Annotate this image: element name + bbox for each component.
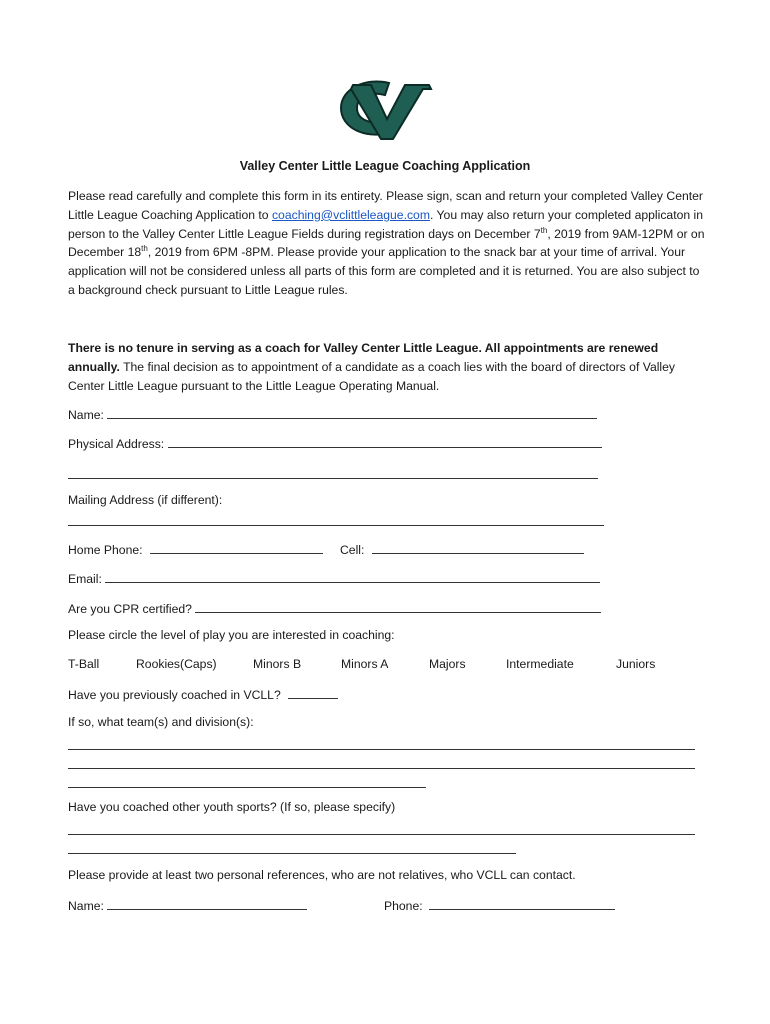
other-sports-label: Have you coached other youth sports? (If so, please specify) [68, 800, 396, 814]
email-row [68, 570, 600, 586]
level-option-juniors[interactable]: Juniors [616, 657, 656, 671]
home-phone-label: Home Phone: [68, 543, 143, 557]
team-division-label: If so, what team(s) and division(s): [68, 715, 254, 729]
team-division-line-2[interactable] [68, 768, 695, 769]
coaching-email-link[interactable]: coaching@vclittleleague.com [271, 207, 430, 222]
cell-row [340, 541, 584, 557]
page-title: Valley Center Little League Coaching Application [239, 159, 531, 173]
mailing-address-label: Mailing Address (if different): [68, 493, 223, 507]
references-label: Please provide at least two personal references, who are not relatives, who VCLL can contact. [68, 868, 576, 882]
physical-address-label: Physical Address: [68, 437, 165, 451]
home-phone-input-line[interactable] [150, 541, 323, 554]
vc-logo-icon [335, 73, 435, 143]
tenure-paragraph: There is no tenure in serving as a coach for Valley Center Little League. All appointments are renewed annually. The final decision as to appointment of a candidate as a coach lies with the board of directors of Valley Center Little League pursuant to the Little League Operating Manual. [68, 341, 676, 393]
physical-address-line-2[interactable] [68, 478, 598, 479]
level-option-intermediate[interactable]: Intermediate [506, 657, 574, 671]
reference-phone-input-line[interactable] [429, 897, 615, 910]
reference-name-label: Name: [68, 899, 104, 913]
previously-coached-label: Have you previously coached in VCLL? [68, 688, 281, 702]
cell-input-line[interactable] [372, 541, 584, 554]
cpr-label: Are you CPR certified? [68, 602, 192, 616]
cpr-input-line[interactable] [195, 600, 601, 613]
name-input-line[interactable] [107, 406, 597, 419]
name-field-row [68, 406, 597, 422]
name-label: Name: [68, 408, 104, 422]
previously-coached-input-line[interactable] [288, 686, 338, 699]
email-input-line[interactable] [105, 570, 600, 583]
circle-level-label: Please circle the level of play you are interested in coaching: [68, 628, 395, 642]
reference-name-input-line[interactable] [107, 897, 307, 910]
reference-phone-row [384, 897, 615, 913]
intro-paragraph: Please read carefully and complete this form in its entirety. Please sign, scan and return your completed Valley Center Little League Coaching Application to coaching@vclittleleague.com. You may also return your completed applicaton in person to the Valley Center Little League Fields during registration days on December 7th, 2019 from 9AM-12PM or on December 18th, 2019 from 6PM -8PM. Please provide your application to the snack bar at your time of arrival. Your application will not be considered unless all parts of this form are completed and it is returned. You are also subject to a background check pursuant to Little League rules. [68, 189, 705, 297]
email-label: Email: [68, 572, 102, 586]
level-option-minors-b[interactable]: Minors B [253, 657, 302, 671]
phone-row [68, 541, 323, 557]
cell-label: Cell: [340, 543, 365, 557]
team-division-line-1[interactable] [68, 749, 695, 750]
level-option-majors[interactable]: Majors [429, 657, 466, 671]
previously-coached-row [68, 686, 338, 702]
reference-name-row [68, 897, 307, 913]
physical-address-row [68, 435, 602, 451]
cpr-row [68, 600, 601, 616]
physical-address-input-line[interactable] [168, 435, 602, 448]
team-division-line-3[interactable] [68, 787, 426, 788]
level-option-minors-a[interactable]: Minors A [341, 657, 389, 671]
other-sports-line-2[interactable] [68, 853, 516, 854]
mailing-address-input-line[interactable] [68, 525, 604, 526]
level-option-tball[interactable]: T-Ball [68, 657, 100, 671]
level-option-rookies[interactable]: Rookies(Caps) [136, 657, 217, 671]
reference-phone-label: Phone: [384, 899, 423, 913]
other-sports-line-1[interactable] [68, 834, 695, 835]
